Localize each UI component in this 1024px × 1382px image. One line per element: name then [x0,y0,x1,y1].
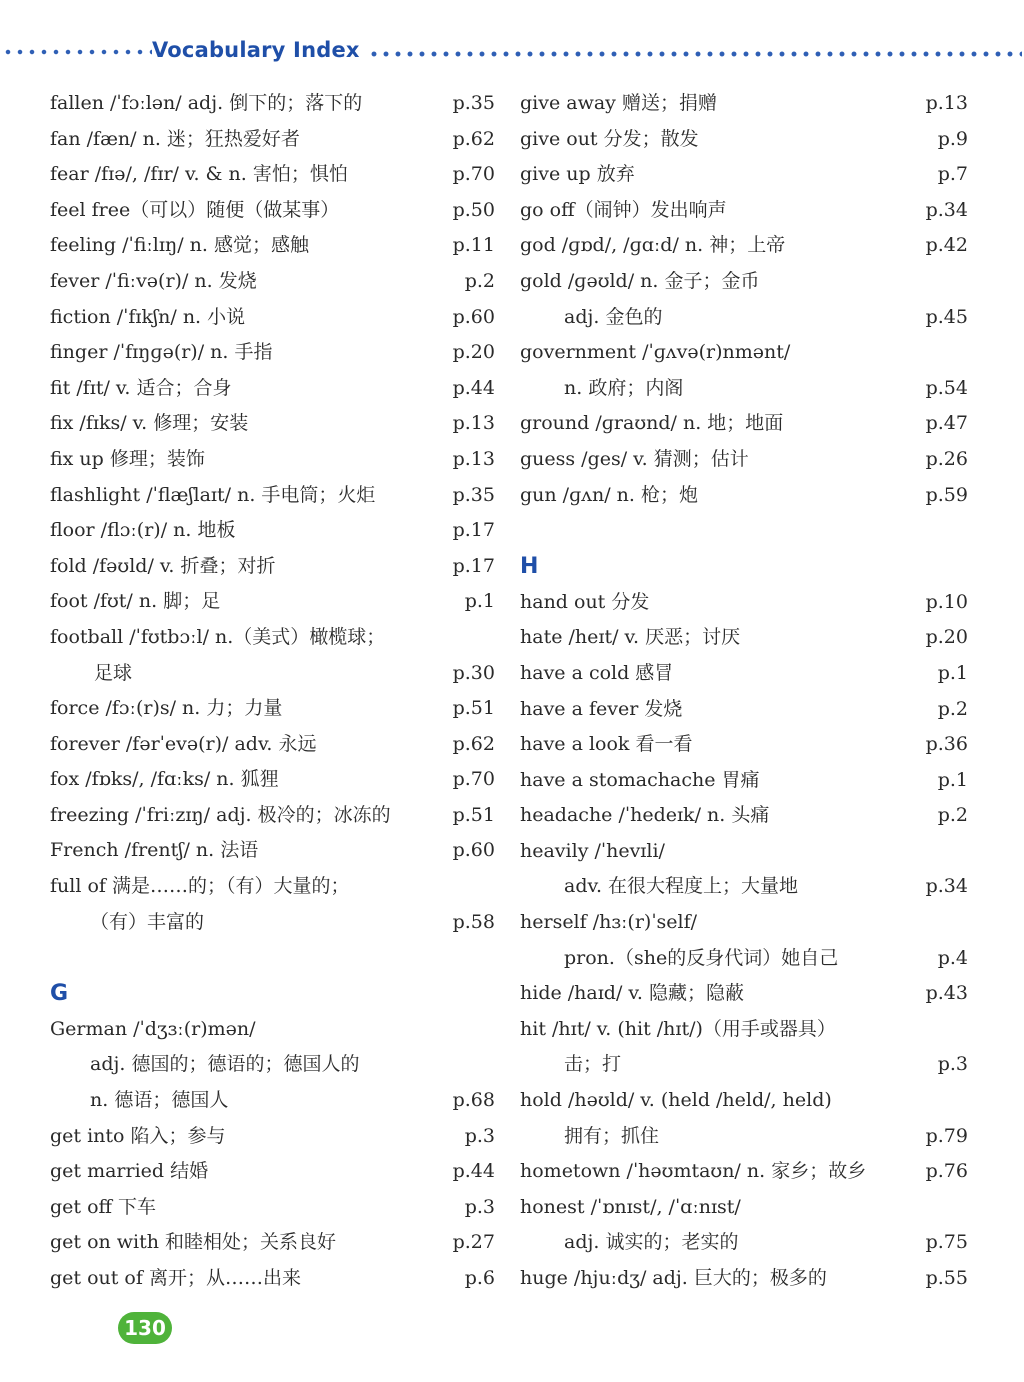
entry-text: 击；打 [564,1053,622,1076]
index-entry [50,1047,495,1083]
index-entry [50,1190,495,1226]
entry-page: p.34 [925,198,968,221]
entry-page: p.44 [452,376,495,399]
index-entry [520,1083,968,1119]
entry-text: French /frentʃ/ n. 法语 [50,839,259,862]
entry-text: freezing /ˈfriːzɪŋ/ adj. 极冷的；冰冻的 [50,803,391,826]
entry-page: p.79 [925,1124,968,1147]
entry-text: fix up 修理；装饰 [50,447,205,470]
entry-text: fiction /ˈfɪkʃn/ n. 小说 [50,305,246,328]
index-entry [520,834,968,870]
entry-text: flashlight /ˈflæʃlaɪt/ n. 手电筒；火炬 [50,483,376,506]
entry-text: adj. 金色的 [564,305,663,328]
entry-text: full of 满是……的；（有）大量的； [50,875,350,898]
index-entry [50,1154,495,1190]
index-entry [50,905,495,941]
entry-text: football /ˈfʊtbɔːl/ n.（美式）橄榄球； [50,625,386,648]
entry-page: p.70 [452,163,495,186]
entry-text: pron.（she的反身代词）她自己 [564,946,839,969]
entry-text: hate /heɪt/ v. 厌恶；讨厌 [520,626,741,649]
entry-page: p.17 [452,519,495,542]
index-entry [520,976,968,1012]
section-letter [520,549,968,585]
index-entry [520,1154,968,1190]
entry-text: floor /flɔː(r)/ n. 地板 [50,519,236,542]
page-number-badge: 130 [118,1312,172,1344]
index-entry [520,727,968,763]
entry-page: p.54 [925,376,968,399]
right-column [520,86,968,1297]
entry-text: hide /haɪd/ v. 隐藏；隐蔽 [520,982,744,1005]
entry-page: p.20 [452,341,495,364]
entry-page: p.45 [925,305,968,328]
entry-text: fever /ˈfiːvə(r)/ n. 发烧 [50,269,257,292]
index-entry [50,1119,495,1155]
entry-text: force /fɔː(r)s/ n. 力；力量 [50,697,283,720]
index-entry [50,86,495,122]
entry-text: ground /ɡraʊnd/ n. 地；地面 [520,412,784,435]
entry-page: p.50 [452,198,495,221]
entry-page: p.51 [452,803,495,826]
index-entry [50,549,495,585]
index-entry [50,727,495,763]
entry-text: German /ˈdʒɜː(r)mən/ [50,1017,256,1040]
entry-text: god /ɡɒd/, /ɡɑːd/ n. 神；上帝 [520,234,786,257]
entry-page: p.9 [937,127,968,150]
index-entry [520,656,968,692]
entry-text: （有）丰富的 [90,910,205,933]
index-entry [520,264,968,300]
entry-text: feeling /ˈfiːlɪŋ/ n. 感觉；感触 [50,234,309,257]
entry-text: feel free（可以）随便（做某事） [50,198,340,221]
index-entry [50,228,495,264]
entry-page: p.36 [925,733,968,756]
index-entry [520,1012,968,1048]
index-entry [520,157,968,193]
section-spacer [520,513,968,549]
entry-page: p.68 [452,1089,495,1112]
entry-text: get out of 离开；从……出来 [50,1267,301,1289]
index-entry [50,869,495,905]
index-entry [50,656,495,692]
entry-text: fallen /ˈfɔːlən/ adj. 倒下的；落下的 [50,92,363,114]
entry-text: hometown /ˈhəʊmtaʊn/ n. 家乡；故乡 [520,1160,867,1183]
entry-text: get on with 和睦相处；关系良好 [50,1231,337,1254]
entry-page: p.42 [925,234,968,257]
index-entry [50,798,495,834]
entry-text: n. 德语；德国人 [90,1089,229,1112]
index-entry [50,1225,495,1261]
entry-text: foot /fʊt/ n. 脚；足 [50,590,221,613]
entry-page: p.2 [937,804,968,827]
entry-text: herself /hɜː(r)ˈself/ [520,911,698,934]
entry-text: fox /fɒks/, /fɑːks/ n. 狐狸 [50,768,279,791]
entry-text: give out 分发；散发 [520,127,699,150]
index-entry [520,905,968,941]
entry-page: p.62 [452,127,495,150]
section-letter-label: H [520,554,539,580]
index-entry [50,442,495,478]
index-entry [50,762,495,798]
index-entry [50,1083,495,1119]
entry-text: n. 政府；内阁 [564,376,684,399]
index-entry [50,620,495,656]
entry-text: 拥有；抓住 [564,1124,660,1147]
entry-page: p.55 [925,1267,968,1289]
entry-text: hit /hɪt/ v. (hit /hɪt/)（用手或器具） [520,1017,836,1040]
entry-text: have a stomachache 胃痛 [520,768,760,791]
entry-page: p.3 [464,1124,495,1147]
entry-page: p.30 [452,661,495,684]
index-entry [520,86,968,122]
entry-page: p.3 [937,1053,968,1076]
index-entry [520,763,968,799]
entry-text: heavily /ˈhevɪli/ [520,839,665,862]
entry-text: fear /fɪə/, /fɪr/ v. & n. 害怕；惧怕 [50,163,348,186]
index-entry [50,193,495,229]
entry-text: finger /ˈfɪŋɡə(r)/ n. 手指 [50,341,273,364]
entry-text: give up 放弃 [520,163,635,186]
index-entry [50,833,495,869]
index-entry [520,941,968,977]
entry-page: p.10 [925,590,968,613]
entry-page: p.1 [464,590,495,613]
entry-page: p.58 [452,910,495,933]
entry-page: p.44 [452,1160,495,1183]
index-entry [50,264,495,300]
entry-page: p.62 [452,732,495,755]
index-entry [520,442,968,478]
entry-page: p.51 [452,697,495,720]
index-entry [50,1012,495,1048]
entry-page: p.6 [464,1267,495,1289]
index-entry [520,585,968,621]
index-entry [520,798,968,834]
entry-page: p.2 [464,269,495,292]
entry-page: p.47 [925,412,968,435]
index-entry [50,335,495,371]
index-entry [50,691,495,727]
entry-page: p.60 [452,839,495,862]
entry-text: forever /fərˈevə(r)/ adv. 永远 [50,732,317,755]
index-entry [520,1047,968,1083]
index-entry [520,1225,968,1261]
index-entry [520,620,968,656]
entry-text: government /ˈɡʌvə(r)nmənt/ [520,341,791,364]
index-entry [50,406,495,442]
entry-text: get into 陷入；参与 [50,1124,226,1147]
entry-text: gun /ɡʌn/ n. 枪；炮 [520,483,698,506]
entry-page: p.13 [925,92,968,114]
entry-text: fix /fɪks/ v. 修理；安装 [50,412,249,435]
index-entry [520,228,968,264]
index-entry [50,300,495,336]
entry-page: p.34 [925,875,968,898]
dotted-rule-right [368,50,1022,58]
entry-page: p.13 [452,412,495,435]
entry-page: p.11 [452,234,495,257]
entry-page: p.76 [925,1160,968,1183]
index-entry [520,300,968,336]
entry-text: guess /ges/ v. 猜测；估计 [520,447,749,470]
entry-text: get married 结婚 [50,1160,209,1183]
entry-text: adv. 在很大程度上；大量地 [564,875,799,898]
entry-text: gold /ɡəʊld/ n. 金子；金币 [520,269,760,292]
entry-page: p.17 [452,554,495,577]
entry-text: adj. 诚实的；老实的 [564,1231,739,1254]
index-entry [520,406,968,442]
index-entry [50,1261,495,1297]
entry-page: p.26 [925,447,968,470]
entry-text: have a look 看一看 [520,733,693,756]
index-entry [520,122,968,158]
entry-text: huge /hjuːdʒ/ adj. 巨大的；极多的 [520,1267,827,1289]
index-entry [520,371,968,407]
index-entry [50,157,495,193]
entry-page: p.3 [464,1195,495,1218]
left-column [50,86,495,1297]
entry-text: 足球 [94,661,133,684]
entry-page: p.60 [452,305,495,328]
index-entry [520,1261,968,1297]
entry-page: p.27 [452,1231,495,1254]
entry-text: have a cold 感冒 [520,661,674,684]
index-entry [50,513,495,549]
entry-page: p.43 [925,982,968,1005]
entry-text: fold /fəʊld/ v. 折叠；对折 [50,554,276,577]
index-entry [520,335,968,371]
entry-text: give away 赠送；捐赠 [520,92,717,114]
entry-text: hand out 分发 [520,590,650,613]
index-entry [50,371,495,407]
entry-page: p.2 [937,697,968,720]
entry-text: fan /fæn/ n. 迷；狂热爱好者 [50,127,300,150]
entry-page: p.13 [452,447,495,470]
entry-page: p.35 [452,92,495,114]
entry-page: p.35 [452,483,495,506]
entry-text: adj. 德国的；德语的；德国人的 [90,1053,360,1076]
entry-page: p.75 [925,1231,968,1254]
entry-page: p.1 [937,768,968,791]
index-entry [520,193,968,229]
entry-text: honest /ˈɒnɪst/, /ˈɑːnɪst/ [520,1195,741,1218]
entry-page: p.59 [925,483,968,506]
page-title: Vocabulary Index [152,38,360,62]
index-entry [520,692,968,728]
entry-page: p.7 [937,163,968,186]
index-entry [50,584,495,620]
index-entry [520,478,968,514]
section-spacer [50,940,495,976]
entry-page: p.20 [925,626,968,649]
entry-page: p.4 [937,946,968,969]
section-letter [50,976,495,1012]
entry-text: go off（闹钟）发出响声 [520,198,727,221]
index-entry [520,1190,968,1226]
index-entry [50,478,495,514]
entry-page: p.1 [937,661,968,684]
entry-text: fit /fɪt/ v. 适合；合身 [50,376,232,399]
index-entry [50,122,495,158]
entry-text: headache /ˈhedeɪk/ n. 头痛 [520,804,770,827]
entry-text: have a fever 发烧 [520,697,683,720]
entry-text: get off 下车 [50,1195,157,1218]
page-header [0,38,1024,72]
section-letter-label: G [50,981,69,1007]
entry-page: p.70 [452,768,495,791]
dotted-rule-left [2,48,152,56]
index-entry [520,1119,968,1155]
entry-text: hold /həʊld/ v. (held /held/, held) [520,1089,832,1112]
index-entry [520,869,968,905]
